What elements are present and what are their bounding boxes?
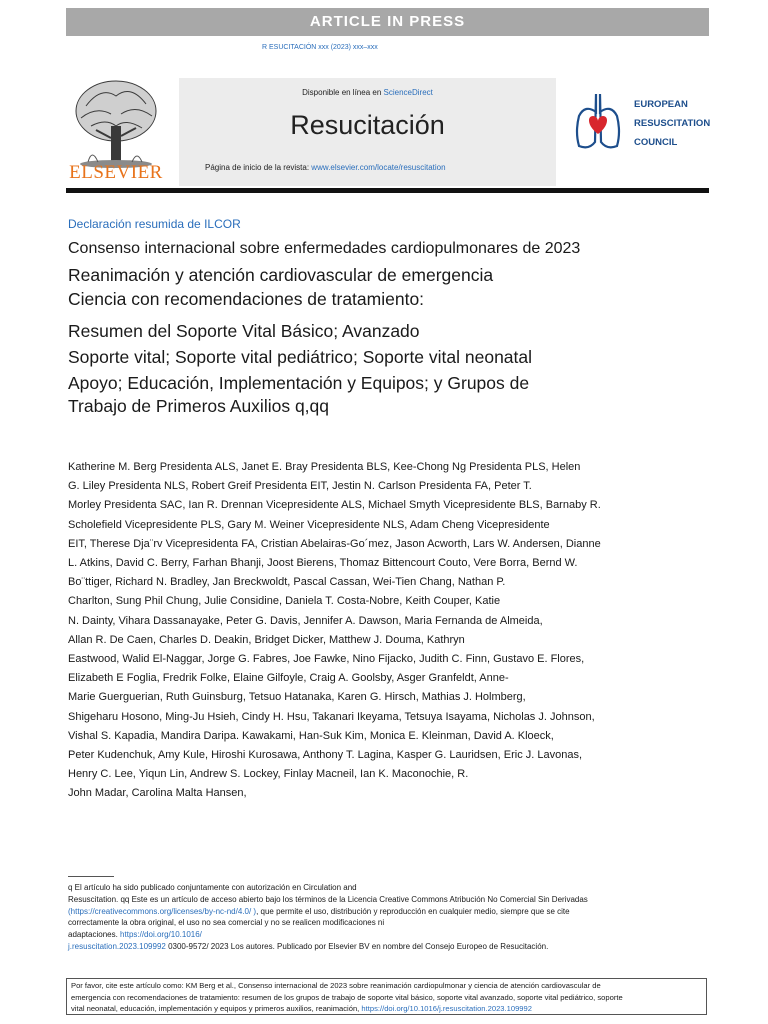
footnote-line: Resuscitation. qq Este es un artículo de acceso abierto bajo los términos de la Licencia Creative Commons Atribución No Comercial Sin Derivadas: [68, 894, 588, 904]
journal-masthead: [179, 78, 556, 186]
homepage-prefix: Página de inicio de la revista:: [205, 163, 310, 172]
article-in-press-banner: ARTICLE IN PRESS: [66, 8, 709, 36]
footnote-text: , que permite el uso, distribución y reproducción en cualquier medio, siempre que se cite: [256, 906, 570, 916]
cite-doi-link[interactable]: https://doi.org/10.1016/j.resuscitation.2023.109992: [361, 1004, 532, 1013]
author-line: Bo¨ttiger, Richard N. Bradley, Jan Breckwoldt, Pascal Cassan, Wei-Tien Chang, Nathan P.: [68, 576, 506, 589]
footnote-line: [68, 929, 708, 941]
author-line: Henry C. Lee, Yiqun Lin, Andrew S. Lockey, Finlay Macneil, Ian K. Maconochie, R.: [68, 768, 469, 781]
header-rule: [66, 188, 709, 193]
title-line: Apoyo; Educación, Implementación y Equipos; y Grupos de: [68, 373, 530, 393]
cite-line: Por favor, cite este artículo como: KM Berg et al., Consenso internacional de 2023 sobre reanimación cardiopulmonar y ciencia de atención cardiovascular de: [71, 981, 601, 990]
footnote-text: adaptaciones.: [68, 930, 121, 940]
footnote-line: [68, 941, 708, 953]
erc-line: COUNCIL: [634, 137, 678, 148]
article-type-label: Declaración resumida de ILCOR: [68, 217, 241, 231]
cite-this-article-box: [66, 978, 707, 1015]
title-line: Resumen del Soporte Vital Básico; Avanzado: [68, 321, 420, 341]
author-line: Eastwood, Walid El-Naggar, Jorge G. Fabres, Joe Fawke, Nino Fijacko, Judith C. Finn, Gustavo E. Flores,: [68, 653, 585, 666]
erc-line: EUROPEAN: [634, 99, 688, 110]
author-line: Marie Guerguerian, Ruth Guinsburg, Tetsuo Hatanaka, Karen G. Hirsch, Mathias J. Holmberg,: [68, 691, 526, 704]
author-line: EIT, Therese Dja¨rv Vicepresidenta FA, Cristian Abelairas-Go´mez, Jason Acworth, Lars W. Andersen, Dianne: [68, 537, 601, 550]
doi-link[interactable]: https://doi.org/10.1016/: [120, 930, 202, 940]
author-line: G. Liley Presidenta NLS, Robert Greif Presidenta EIT, Jestin N. Carlson Presidenta FA, Peter T.: [68, 480, 532, 493]
author-line: Scholefield Vicepresidente PLS, Gary M. Weiner Vicepresidente NLS, Adam Cheng Vicepresidente: [68, 518, 550, 531]
journal-title: Resucitación: [290, 110, 445, 140]
footnote-text: 0300-9572/ 2023 Los autores. Publicado por Elsevier BV en nombre del Consejo Europeo de Resucitación.: [165, 941, 549, 951]
author-line: L. Atkins, David C. Berry, Farhan Bhanji, Joost Bierens, Thomaz Bittencourt Couto, Vere Borra, Bernd W.: [68, 557, 578, 570]
journal-homepage-link[interactable]: www.elsevier.com/locate/resuscitation: [311, 163, 446, 172]
cite-line: emergencia con recomendaciones de tratamiento: resumen de los grupos de trabajo de soporte vital básico, soporte vital avanzado, soporte vital pediátrico, soporte: [71, 992, 623, 1002]
journal-citation-header[interactable]: R ESUCITACIÓN xxx (2023) xxx–xxx: [262, 44, 378, 51]
sciencedirect-link[interactable]: ScienceDirect: [383, 88, 433, 97]
author-line: John Madar, Carolina Malta Hansen,: [68, 787, 247, 800]
author-line: Peter Kudenchuk, Amy Kule, Hiroshi Kurosawa, Anthony T. Lagina, Kasper G. Lauridsen, Eric J. Lavonas,: [68, 749, 583, 762]
title-line: Consenso internacional sobre enfermedades cardiopulmonares de 2023: [68, 240, 581, 257]
doi-link-continued[interactable]: j.resuscitation.2023.109992: [68, 941, 166, 951]
erc-wordmark: [634, 95, 710, 152]
title-line: Trabajo de Primeros Auxilios q,qq: [68, 396, 330, 416]
title-line: Reanimación y atención cardiovascular de emergencia: [68, 265, 494, 285]
footnote-rule: [68, 876, 114, 877]
author-list: [68, 458, 708, 804]
author-line: Morley Presidenta SAC, Ian R. Drennan Vicepresidente ALS, Michael Smyth Vicepresidente BLS, Barnaby R.: [68, 499, 601, 512]
elsevier-wordmark: ELSEVIER: [69, 162, 163, 183]
erc-line: RESUSCITATION: [634, 118, 711, 129]
title-line: Soporte vital; Soporte vital pediátrico; Soporte vital neonatal: [68, 347, 533, 367]
author-line: Charlton, Sung Phil Chung, Julie Considine, Daniela T. Costa-Nobre, Keith Couper, Katie: [68, 595, 501, 608]
footnote-line: correctamente la obra original, el uso no sea comercial y no se realicen modificaciones ni: [68, 918, 385, 928]
footnote-line: [68, 906, 708, 918]
available-online-line: [179, 88, 556, 97]
available-prefix: Disponible en línea en: [302, 88, 382, 97]
cite-text: vital neonatal, educación, implementación y equipos y primeros auxilios, reanimación,: [71, 1004, 362, 1013]
author-line: Elizabeth E Foglia, Fredrik Folke, Elaine Gilfoyle, Craig A. Goolsby, Asger Granfeldt, Anne-: [68, 672, 509, 685]
footnotes: [68, 882, 708, 953]
cite-line: [71, 1003, 702, 1015]
author-line: Allan R. De Caen, Charles D. Deakin, Bridget Dicker, Matthew J. Douma, Kathryn: [68, 633, 465, 646]
lungs-heart-icon: [573, 86, 623, 154]
footnote-line: q El artículo ha sido publicado conjuntamente con autorización en Circulation and: [68, 883, 357, 892]
journal-homepage-line: [205, 163, 446, 172]
author-line: N. Dainty, Vihara Dassanayake, Peter G. Davis, Jennifer A. Dawson, Maria Fernanda de Almeida,: [68, 614, 543, 627]
article-title: [68, 240, 708, 419]
author-line: Vishal S. Kapadia, Mandira Daripa. Kawakami, Han-Suk Kim, Monica E. Kleinman, David A. Kloeck,: [68, 729, 554, 742]
title-line: Ciencia con recomendaciones de tratamiento:: [68, 289, 425, 309]
license-link[interactable]: (https://creativecommons.org/licenses/by-nc-nd/4.0/ ): [68, 906, 257, 916]
author-line: Katherine M. Berg Presidenta ALS, Janet E. Bray Presidenta BLS, Kee-Chong Ng Presidenta PLS, Helen: [68, 461, 581, 473]
author-line: Shigeharu Hosono, Ming-Ju Hsieh, Cindy H. Hsu, Takanari Ikeyama, Tetsuya Isayama, Nicholas J. Johnson,: [68, 710, 595, 723]
